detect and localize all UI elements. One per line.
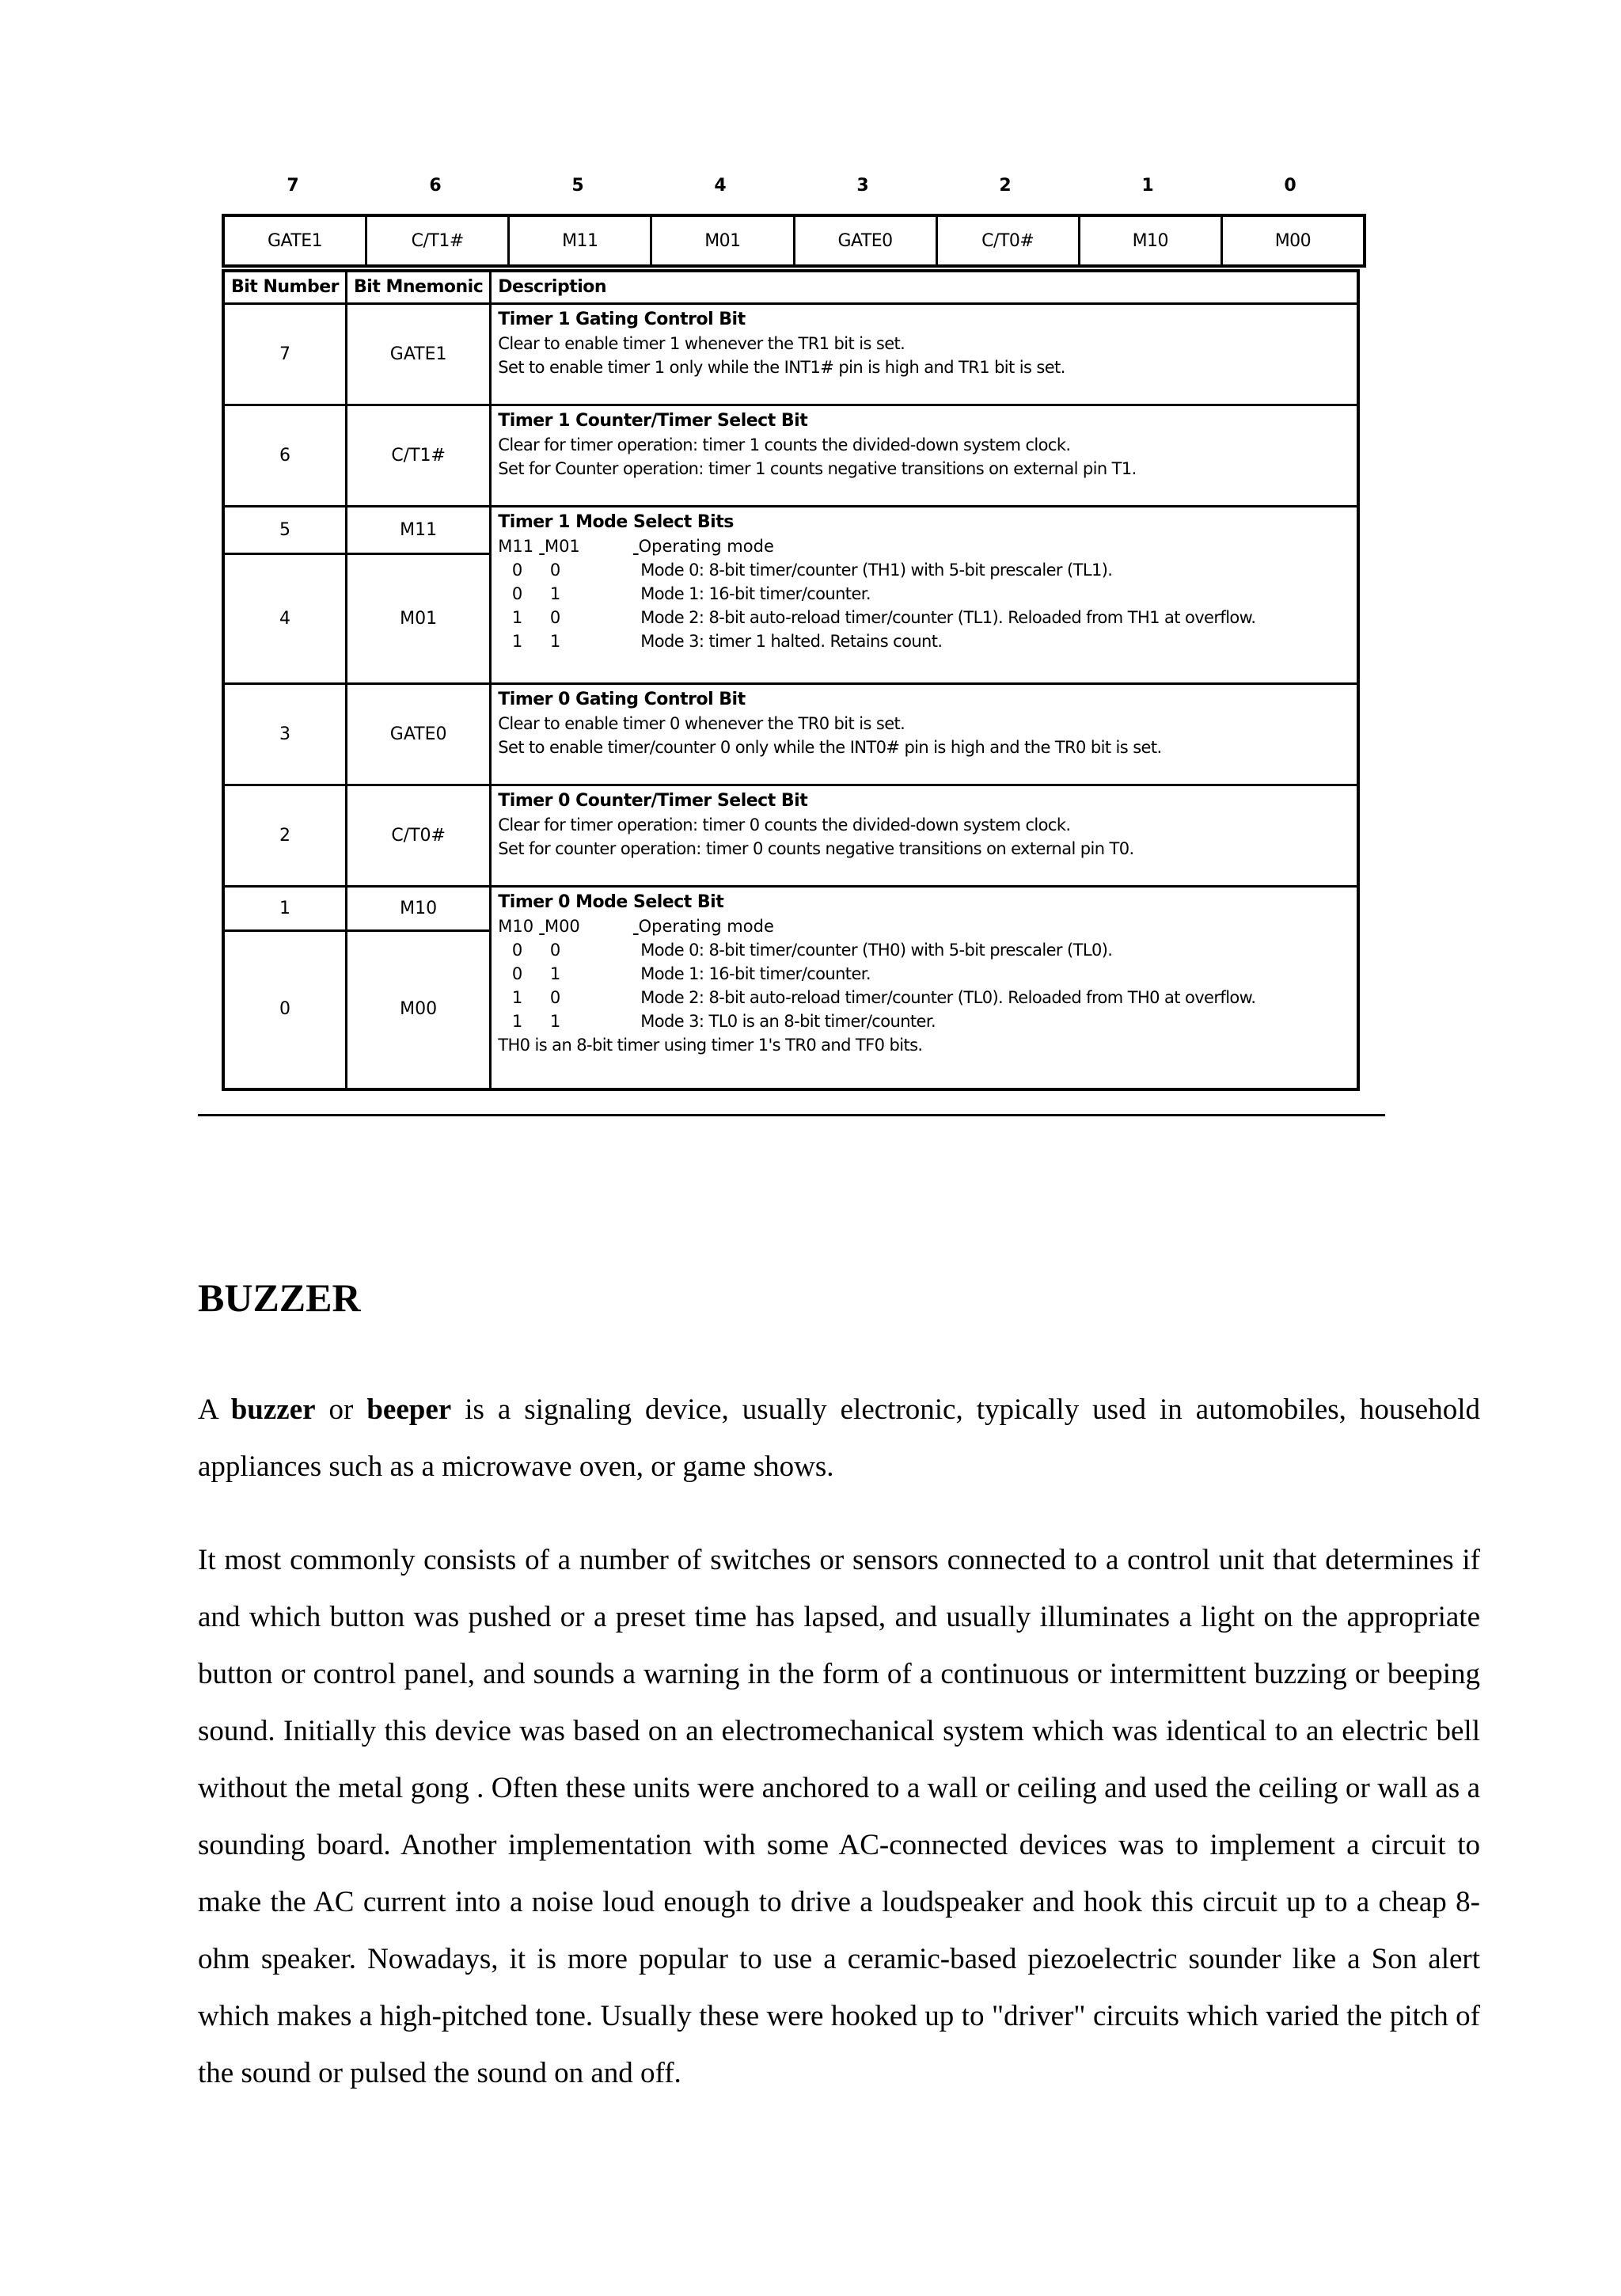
bit-mnemonic-cell: M01 — [347, 554, 491, 684]
description-cell — [491, 304, 1358, 405]
description-title: Timer 0 Gating Control Bit — [498, 690, 746, 709]
mode-row — [498, 582, 1350, 606]
table-row — [223, 684, 1358, 785]
description-title: Timer 1 Mode Select Bits — [498, 512, 734, 532]
mode-bit: 0 — [549, 941, 560, 960]
description-line: Set for Counter operation: timer 1 counts negative transitions on external pin T1. — [498, 459, 1137, 478]
mode-text: Mode 1: 16-bit timer/counter. — [640, 964, 871, 983]
bit-mnemonic-cell: M10 — [347, 887, 491, 931]
table-row — [223, 304, 1358, 405]
register-bit-cell: M01 — [652, 217, 795, 264]
description-cell — [491, 507, 1358, 684]
mode-col-header: M10 — [498, 917, 534, 936]
mode-bit: 1 — [549, 584, 560, 603]
bit-number-cell: 2 — [223, 785, 347, 887]
mode-col-header: Operating mode — [638, 917, 774, 936]
table-row — [223, 507, 1358, 554]
bit-number: 0 — [1284, 176, 1296, 196]
register-bit-cell: M10 — [1080, 217, 1223, 264]
mode-text: Mode 1: 16-bit timer/counter. — [640, 584, 871, 603]
bit-mnemonic-cell: GATE1 — [347, 304, 491, 405]
paragraph — [198, 1382, 1480, 1496]
register-bit-cell: M11 — [510, 217, 652, 264]
register-bit-cell: GATE1 — [225, 217, 367, 264]
bit-number: 2 — [999, 176, 1012, 196]
column-header-bit-number: Bit Number — [223, 271, 347, 304]
description-title: Timer 0 Counter/Timer Select Bit — [498, 791, 808, 811]
bit-description-table — [222, 269, 1360, 1091]
mode-bit: 0 — [549, 988, 560, 1007]
table-header-row — [223, 271, 1358, 304]
description-line: Clear for timer operation: timer 0 counts the divided-down system clock. — [498, 815, 1071, 834]
register-bit-cell: GATE0 — [795, 217, 938, 264]
paragraph-text: or — [315, 1393, 367, 1426]
bit-number: 6 — [429, 176, 442, 196]
description-line: Clear for timer operation: timer 1 counts the divided-down system clock. — [498, 435, 1071, 454]
paragraph-text: A — [198, 1393, 231, 1426]
mode-table-header — [498, 914, 1350, 938]
bit-mnemonic-cell: C/T1# — [347, 405, 491, 507]
mode-bit: 0 — [549, 608, 560, 627]
bold-term: buzzer — [230, 1393, 316, 1426]
mode-table-header — [498, 534, 1350, 558]
description-footer: TH0 is an 8-bit timer using timer 1's TR0 and TF0 bits. — [498, 1036, 923, 1055]
description-cell — [491, 684, 1358, 785]
mode-bit: 1 — [511, 608, 522, 627]
mode-text: Mode 3: timer 1 halted. Retains count. — [640, 632, 943, 651]
mode-text: Mode 3: TL0 is an 8-bit timer/counter. — [640, 1012, 936, 1031]
description-line: Set to enable timer 1 only while the INT1# pin is high and TR1 bit is set. — [498, 358, 1065, 377]
bit-number: 5 — [571, 176, 584, 196]
mode-row — [498, 1009, 1350, 1033]
mode-bit: 0 — [511, 964, 522, 983]
mode-text: Mode 2: 8-bit auto-reload timer/counter (TL0). Reloaded from TH0 at overflow. — [640, 988, 1256, 1007]
mode-text: Mode 2: 8-bit auto-reload timer/counter (TL1). Reloaded from TH1 at overflow. — [640, 608, 1256, 627]
bit-mnemonic-cell: M00 — [347, 931, 491, 1089]
bit-number-cell: 7 — [223, 304, 347, 405]
bit-mnemonic-cell: C/T0# — [347, 785, 491, 887]
description-title: Timer 1 Gating Control Bit — [498, 310, 746, 329]
mode-bit: 1 — [549, 1012, 560, 1031]
mode-row — [498, 938, 1350, 962]
mode-row — [498, 962, 1350, 986]
description-cell — [491, 405, 1358, 507]
description-line: Set for counter operation: timer 0 counts negative transitions on external pin T0. — [498, 839, 1134, 858]
paragraph: It most commonly consists of a number of switches or sensors connected to a control unit that determines if and which button was pushed or a preset time has lapsed, and usually illuminates a light on the appropriate button or control panel, and sounds a warning in the form of a continuous or intermittent buzzing or beeping sound. Initially this device was based on an electromechanical system which was identical to an electric bell without the metal gong . Often these units were anchored to a wall or ceiling and used the ceiling or wall as a sounding board. Another implementation with some AC-connected devices was to implement a circuit to make the AC current into a noise loud enough to drive a loudspeaker and hook this circuit up to a cheap 8-ohm speaker. Nowadays, it is more popular to use a ceramic-based piezoelectric sounder like a Son alert which makes a high-pitched tone. Usually these were hooked up to "driver" circuits which varied the pitch of the sound or pulsed the sound on and off. — [198, 1544, 1480, 2089]
mode-bit: 0 — [511, 584, 522, 603]
bit-number-cell: 5 — [223, 507, 347, 554]
table-row — [223, 405, 1358, 507]
bold-term: beeper — [366, 1393, 452, 1426]
bit-mnemonic-cell: M11 — [347, 507, 491, 554]
mode-row — [498, 606, 1350, 629]
description-title: Timer 1 Counter/Timer Select Bit — [498, 411, 808, 431]
section-heading: BUZZER — [198, 1275, 361, 1320]
mode-col-header: M00 — [544, 917, 580, 936]
mode-row — [498, 986, 1350, 1009]
register-bit-cell: C/T0# — [938, 217, 1080, 264]
bit-number: 7 — [287, 176, 299, 196]
bit-number: 3 — [856, 176, 869, 196]
table-row — [223, 785, 1358, 887]
mode-row — [498, 558, 1350, 582]
mode-row — [498, 629, 1350, 653]
mode-bit: 0 — [549, 561, 560, 580]
bit-number-cell: 1 — [223, 887, 347, 931]
mode-bit: 0 — [511, 941, 522, 960]
bit-number-cell: 3 — [223, 684, 347, 785]
mode-bit: 1 — [511, 1012, 522, 1031]
register-bit-cell: C/T1# — [367, 217, 510, 264]
figure-bottom-rule — [198, 1114, 1385, 1116]
description-line: Clear to enable timer 0 whenever the TR0 bit is set. — [498, 714, 905, 733]
register-bit-box — [222, 214, 1366, 268]
bit-number-row — [222, 176, 1361, 200]
mode-text: Mode 0: 8-bit timer/counter (TH1) with 5-bit prescaler (TL1). — [640, 561, 1113, 580]
mode-text: Mode 0: 8-bit timer/counter (TH0) with 5-bit prescaler (TL0). — [640, 941, 1113, 960]
table-row — [223, 887, 1358, 931]
mode-col-header: M11 — [498, 537, 534, 556]
description-line: Clear to enable timer 1 whenever the TR1 bit is set. — [498, 334, 905, 353]
column-header-description: Description — [491, 271, 1358, 304]
mode-col-header: Operating mode — [638, 537, 774, 556]
register-bit-cell: M00 — [1274, 230, 1312, 251]
bit-number: 1 — [1141, 176, 1154, 196]
mode-bit: 1 — [549, 632, 560, 651]
description-cell — [491, 785, 1358, 887]
description-title: Timer 0 Mode Select Bit — [498, 892, 724, 912]
bit-number-cell: 0 — [223, 931, 347, 1089]
bit-number-cell: 6 — [223, 405, 347, 507]
column-header-bit-mnemonic: Bit Mnemonic — [347, 271, 491, 304]
mode-bit: 1 — [549, 964, 560, 983]
paragraph-text: is a signaling device, usually electronic, typically used in automobiles, household appliances such as a microwave oven, or game shows. — [198, 1393, 1480, 1483]
bit-mnemonic-cell: GATE0 — [347, 684, 491, 785]
bit-number: 4 — [714, 176, 727, 196]
description-cell — [491, 887, 1358, 1089]
bit-number-cell: 4 — [223, 554, 347, 684]
mode-bit: 0 — [511, 561, 522, 580]
mode-bit: 1 — [511, 632, 522, 651]
mode-col-header: M01 — [544, 537, 580, 556]
description-line: Set to enable timer/counter 0 only while the INT0# pin is high and the TR0 bit is set. — [498, 738, 1162, 757]
mode-bit: 1 — [511, 988, 522, 1007]
